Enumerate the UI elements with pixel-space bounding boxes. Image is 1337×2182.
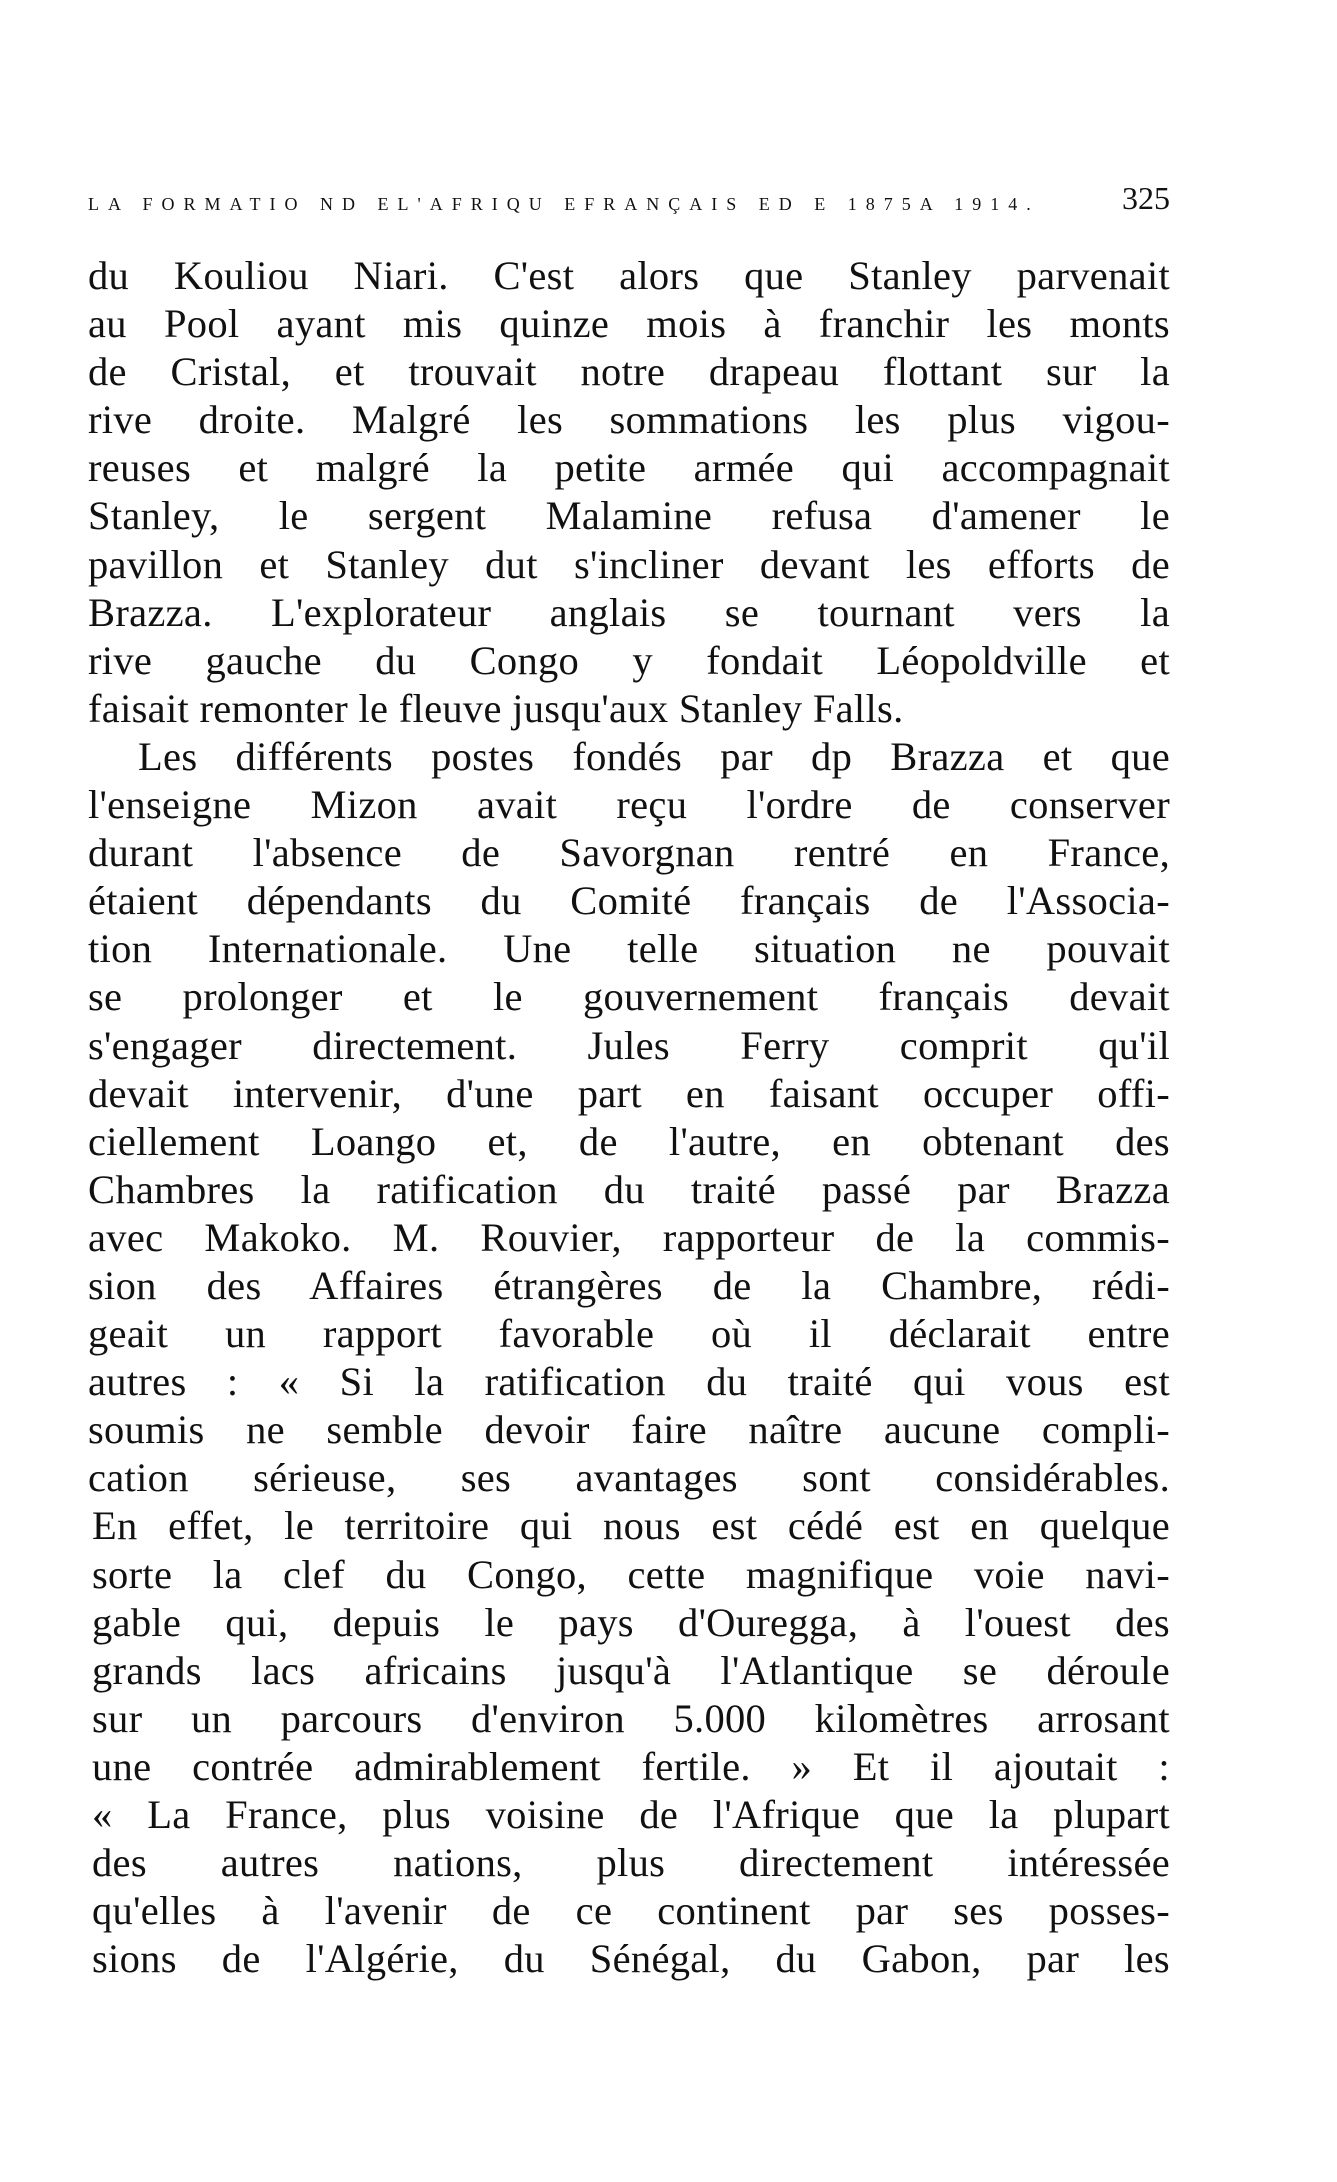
text-line: devait intervenir, d'une part en faisant occuper offi- bbox=[88, 1070, 1170, 1116]
text-line: s'engager directement. Jules Ferry comprit qu'il bbox=[88, 1022, 1170, 1068]
text-line: se prolonger et le gouvernement français devait bbox=[88, 974, 1170, 1020]
text-line: rive gauche du Congo y fondait Léopoldville et bbox=[88, 637, 1170, 683]
text-line: En effet, le territoire qui nous est cédé est en quelque bbox=[92, 1503, 1170, 1549]
text-line: Stanley, le sergent Malamine refusa d'amener le bbox=[88, 493, 1170, 539]
text-line: faisait remonter le fleuve jusqu'aux Stanley Falls. bbox=[88, 685, 904, 731]
text-line: au Pool ayant mis quinze mois à franchir les monts bbox=[88, 301, 1170, 347]
text-line: durant l'absence de Savorgnan rentré en France, bbox=[88, 830, 1170, 876]
text-line: « La France, plus voisine de l'Afrique que la plupart bbox=[92, 1792, 1170, 1837]
text-line: tion Internationale. Une telle situation ne pouvait bbox=[88, 926, 1170, 972]
text-line: qu'elles à l'avenir de ce continent par ses posses- bbox=[92, 1888, 1170, 1934]
text-line: ciellement Loango et, de l'autre, en obtenant des bbox=[88, 1118, 1170, 1164]
paragraph-1 bbox=[88, 252, 1170, 733]
running-header bbox=[88, 178, 1170, 218]
text-line: sions de l'Algérie, du Sénégal, du Gabon, par les bbox=[92, 1936, 1170, 1982]
text-line: l'enseigne Mizon avait reçu l'ordre de conserver bbox=[88, 782, 1170, 828]
text-line: Brazza. L'explorateur anglais se tournant vers la bbox=[88, 589, 1170, 635]
text-line: sur un parcours d'environ 5.000 kilomètres arrosant bbox=[92, 1695, 1170, 1741]
text-line: grands lacs africains jusqu'à l'Atlantique se déroule bbox=[92, 1647, 1170, 1693]
text-line: pavillon et Stanley dut s'incliner devant les efforts de bbox=[88, 541, 1170, 587]
body-text bbox=[88, 252, 1170, 1983]
text-line: étaient dépendants du Comité français de l'Associa- bbox=[88, 878, 1170, 924]
text-line: sorte la clef du Congo, cette magnifique voie navi- bbox=[92, 1551, 1170, 1597]
text-line: sion des Affaires étrangères de la Chambre, rédi- bbox=[88, 1262, 1170, 1308]
running-title: LA FORMATIO ND EL'AFRIQU EFRANÇAIS ED E 1875A 1914. bbox=[88, 194, 1040, 214]
paragraph-2 bbox=[88, 733, 1170, 1983]
text-line: Les différents postes fondés par dp Brazza et que bbox=[138, 733, 1170, 779]
text-line: de Cristal, et trouvait notre drapeau flottant sur la bbox=[88, 349, 1170, 395]
text-line: soumis ne semble devoir faire naître aucune compli- bbox=[88, 1407, 1170, 1453]
text-line: Chambres la ratification du traité passé par Brazza bbox=[88, 1166, 1170, 1212]
text-line: cation sérieuse, ses avantages sont considérables. bbox=[88, 1455, 1170, 1501]
page-number: 325 bbox=[1122, 180, 1170, 216]
text-line: avec Makoko. M. Rouvier, rapporteur de la commis- bbox=[88, 1214, 1170, 1260]
text-line: reuses et malgré la petite armée qui accompagnait bbox=[88, 445, 1170, 491]
text-line: du Kouliou Niari. C'est alors que Stanley parvenait bbox=[88, 253, 1170, 298]
text-line: rive droite. Malgré les sommations les plus vigou- bbox=[88, 397, 1170, 443]
text-line: des autres nations, plus directement intéressée bbox=[92, 1840, 1170, 1886]
text-line: autres : « Si la ratification du traité qui vous est bbox=[88, 1359, 1170, 1405]
text-line: gable qui, depuis le pays d'Ouregga, à l'ouest des bbox=[92, 1599, 1170, 1645]
text-line: geait un rapport favorable où il déclarait entre bbox=[88, 1311, 1170, 1357]
text-line: une contrée admirablement fertile. » Et il ajoutait : bbox=[92, 1743, 1170, 1789]
